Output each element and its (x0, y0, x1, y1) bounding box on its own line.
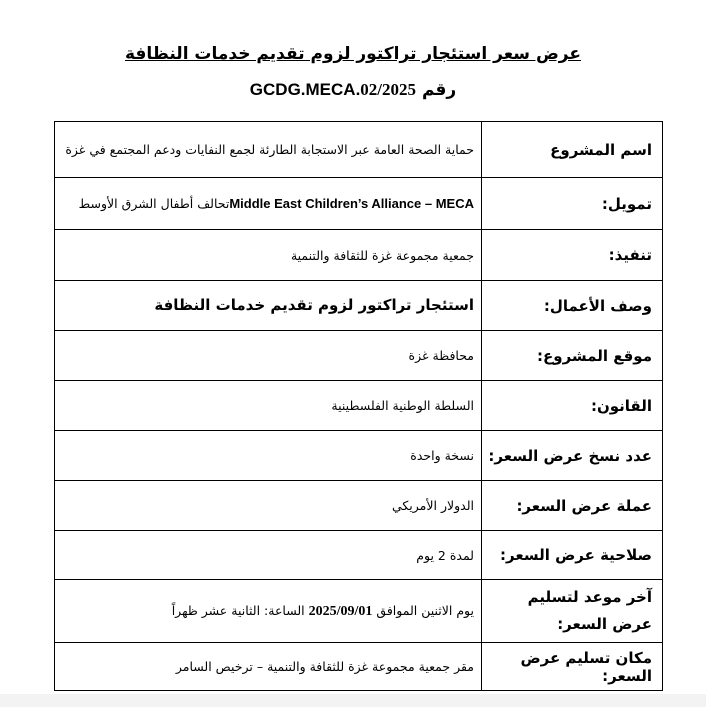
row-value: جمعية مجموعة غزة للثقافة والتنمية (55, 230, 482, 281)
row-label: آخر موعد لتسليم عرض السعر: (482, 580, 663, 643)
row-value: مقر جمعية مجموعة غزة للثقافة والتنمية – ترخيص السامر (55, 643, 482, 691)
deadline-date: 2025/09/01 (308, 604, 373, 619)
table-row (55, 331, 663, 381)
row-label: مكان تسليم عرض السعر: (482, 643, 663, 691)
project-info-table (54, 121, 663, 691)
row-value: محافظة غزة (55, 331, 482, 381)
row-value: الدولار الأمريكي (55, 481, 482, 531)
table-row (55, 531, 663, 580)
row-label: تمويل: (482, 178, 663, 230)
row-label: اسم المشروع (482, 122, 663, 178)
reference-prefix: رقم (421, 80, 457, 100)
funder-name-arabic: تحالف أطفال الشرق الأوسط (78, 196, 230, 211)
table-row (55, 643, 663, 691)
row-value: نسخة واحدة (55, 431, 482, 481)
row-value (55, 580, 482, 643)
document-title-text: عرض سعر استئجار تراكتور لزوم تقديم خدمات النظافة (124, 44, 581, 64)
row-value: حماية الصحة العامة عبر الاستجابة الطارئة لجمع النفايات ودعم المجتمع في غزة (55, 122, 482, 178)
row-value (55, 178, 482, 230)
reference-code-group (250, 80, 416, 100)
row-label: عدد نسخ عرض السعر: (482, 431, 663, 481)
deadline-day: يوم الاثنين الموافق (376, 603, 474, 618)
table-row (55, 122, 663, 178)
row-label: تنفيذ: (482, 230, 663, 281)
reference-code: GCDG.MECA. (249, 80, 361, 99)
reference-year: 02/2025 (360, 80, 417, 99)
row-label: وصف الأعمال: (482, 281, 663, 331)
deadline-time: الساعة: الثانية عشر ظهراً (171, 603, 305, 618)
funder-name-english: Middle East Children’s Alliance – MECA (229, 196, 474, 211)
table-row (55, 178, 663, 230)
row-label: عملة عرض السعر: (482, 481, 663, 531)
table-row (55, 281, 663, 331)
row-label: القانون: (482, 381, 663, 431)
page-bottom-edge (0, 694, 706, 707)
table-row (55, 481, 663, 531)
table-row (55, 431, 663, 481)
row-value: استئجار تراكتور لزوم تقديم خدمات النظافة (55, 281, 482, 331)
table-row (55, 230, 663, 281)
row-label: موقع المشروع: (482, 331, 663, 381)
table-row (55, 580, 663, 643)
reference-number (0, 80, 706, 100)
row-label: صلاحية عرض السعر: (482, 531, 663, 580)
table-row (55, 381, 663, 431)
document-title (0, 44, 706, 64)
row-value: السلطة الوطنية الفلسطينية (55, 381, 482, 431)
row-value: لمدة 2 يوم (55, 531, 482, 580)
